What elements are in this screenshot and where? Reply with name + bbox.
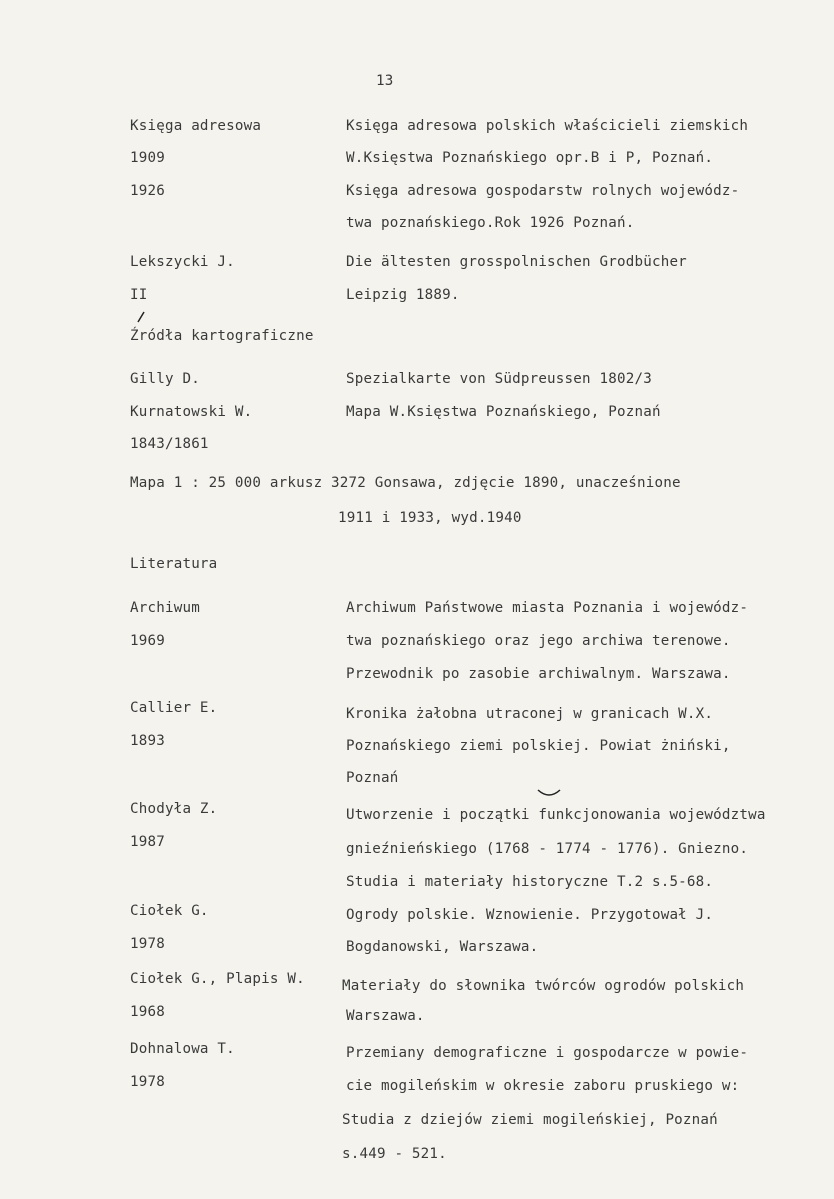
handwritten-insertion-mark: [536, 788, 562, 800]
entry-year: 1843/1861: [130, 436, 209, 452]
entry-year: 1969: [130, 633, 165, 649]
entry-author: Dohnalowa T.: [130, 1041, 235, 1057]
entry-title-line: Przemiany demograficzne i gospodarcze w powie-: [346, 1045, 749, 1061]
entry-author: Gilly D.: [130, 371, 200, 387]
entry-year: 1978: [130, 1074, 165, 1090]
entry-year: 1909: [130, 150, 165, 166]
entry-title-line: Leipzig 1889.: [346, 287, 460, 303]
entry-title-line: Die ältesten grosspolnischen Grodbücher: [346, 254, 687, 270]
entry-title-line: Mapa W.Księstwa Poznańskiego, Poznań: [346, 404, 661, 420]
entry-year: 1926: [130, 183, 165, 199]
entry-title-line: Poznań: [346, 770, 399, 786]
entry-title-line: gnieźnieńskiego (1768 - 1774 - 1776). Gniezno.: [346, 841, 749, 857]
entry-year: 1893: [130, 733, 165, 749]
entry-title-line: W.Księstwa Poznańskiego opr.B i P, Poznań.: [346, 150, 714, 166]
entry-title-line: Warszawa.: [346, 1008, 425, 1024]
entry-author: Kurnatowski W.: [130, 404, 253, 420]
entry-year: 1968: [130, 1004, 165, 1020]
map-entry-line: 1911 i 1933, wyd.1940: [338, 510, 522, 526]
entry-title-line: Księga adresowa polskich właścicieli ziemskich: [346, 118, 749, 134]
entry-title-line: Ogrody polskie. Wznowienie. Przygotował J.: [346, 907, 714, 923]
entry-author: Archiwum: [130, 600, 200, 616]
entry-title-line: Przewodnik po zasobie archiwalnym. Warszawa.: [346, 666, 731, 682]
entry-title-line: Utworzenie i początki funkcjonowania województwa: [346, 807, 766, 823]
entry-title-line: Studia i materiały historyczne T.2 s.5-68.: [346, 874, 714, 890]
entry-author: Ciołek G.: [130, 903, 209, 919]
entry-title-line: Kronika żałobna utraconej w granicach W.X.: [346, 706, 714, 722]
entry-title-line: Spezialkarte von Südpreussen 1802/3: [346, 371, 652, 387]
handwritten-correction-mark: [136, 310, 148, 324]
entry-author: Lekszycki J.: [130, 254, 235, 270]
map-entry-line: Mapa 1 : 25 000 arkusz 3272 Gonsawa, zdjęcie 1890, unacześnione: [130, 475, 681, 491]
entry-title-line: twa poznańskiego oraz jego archiwa terenowe.: [346, 633, 731, 649]
entry-title-line: Bogdanowski, Warszawa.: [346, 939, 539, 955]
entry-title-line: Studia z dziejów ziemi mogileńskiej, Poznań: [342, 1112, 718, 1128]
page-number: 13: [376, 73, 394, 89]
entry-title-line: Księga adresowa gospodarstw rolnych wojewódz-: [346, 183, 740, 199]
entry-author: Callier E.: [130, 700, 218, 716]
entry-title-line: twa poznańskiego.Rok 1926 Poznań.: [346, 215, 635, 231]
entry-author: Ciołek G., Plapis W.: [130, 971, 305, 987]
entry-title-line: Materiały do słownika twórców ogrodów polskich: [342, 978, 745, 994]
entry-year: 1978: [130, 936, 165, 952]
section-heading-literature: Literatura: [130, 556, 218, 572]
entry-title-line: s.449 - 521.: [342, 1146, 447, 1162]
entry-author: Księga adresowa: [130, 118, 262, 134]
entry-year: II: [130, 287, 148, 303]
section-heading-sources: Źródła kartograficzne: [130, 328, 314, 344]
entry-author: Chodyła Z.: [130, 801, 218, 817]
entry-title-line: Archiwum Państwowe miasta Poznania i wojewódz-: [346, 600, 749, 616]
entry-year: 1987: [130, 834, 165, 850]
entry-title-line: Poznańskiego ziemi polskiej. Powiat żniński,: [346, 738, 731, 754]
entry-title-line: cie mogileńskim w okresie zaboru pruskiego w:: [346, 1078, 740, 1094]
